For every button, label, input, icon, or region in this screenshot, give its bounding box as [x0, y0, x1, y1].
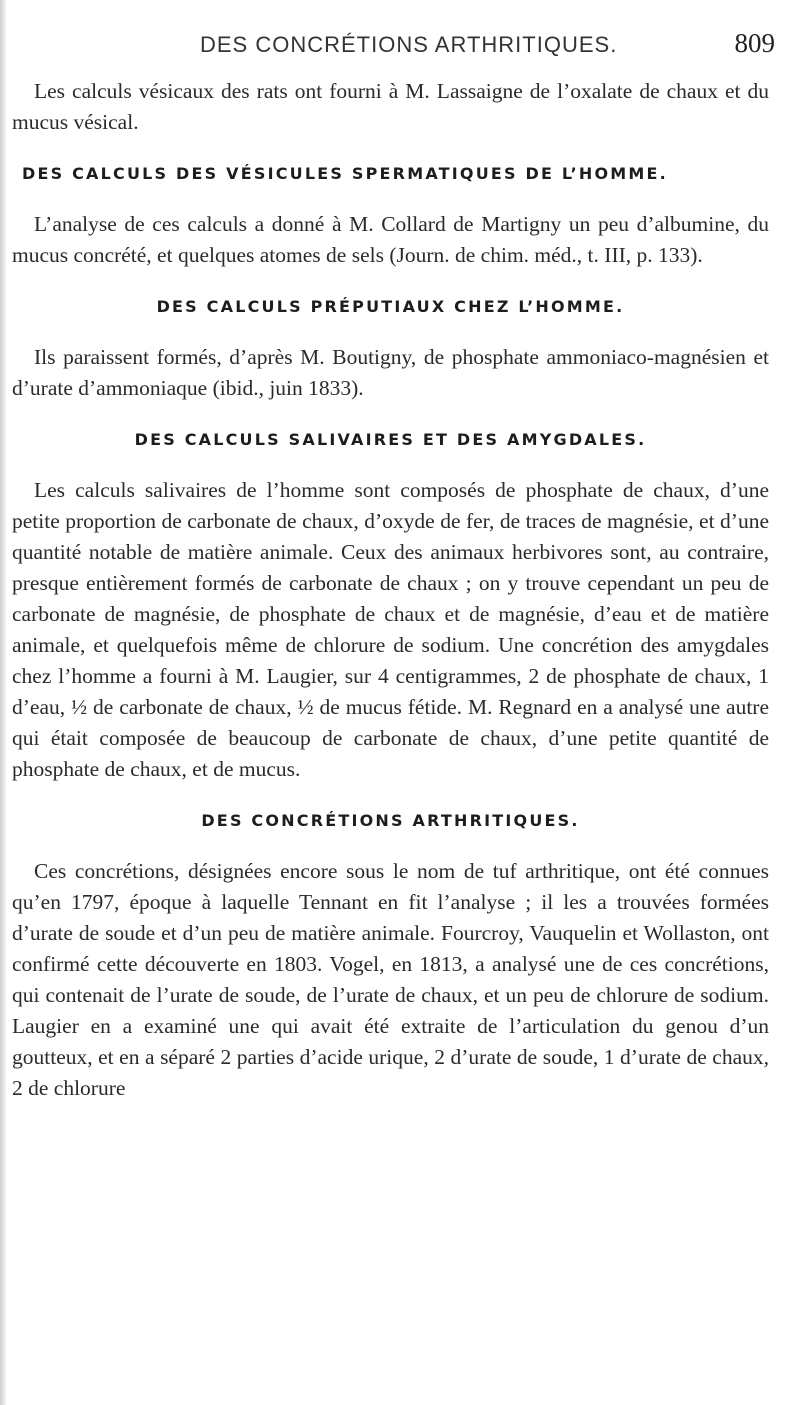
page-number: 809 [734, 28, 775, 58]
section-heading-salivary-calculi: DES CALCULS SALIVAIRES ET DES AMYGDALES. [134, 430, 647, 449]
running-title: DES CONCRÉTIONS ARTHRITIQUES. [200, 32, 618, 57]
paragraph-arthritic-concretions: Ces concrétions, désignées encore sous le nom de tuf arthritique, ont été connues qu’en 1797, époque à laquelle Tennant en fit l’analyse ; il les a trouvées formées d’urate de soude et d’un peu de matière animale. Fourcroy, Vauquelin et Wollaston, ont confirmé cette découverte en 1803. Vogel, en 1813, a analysé une de ces concrétions, qui contenait de l’urate de soude, de l’urate de chaux, et un peu de chlorure de sodium. Laugier en a examiné une qui avait été extraite de l’articulation du genou d’un goutteux, et en a séparé 2 parties d’acide urique, 2 d’urate de soude, 1 d’urate de chaux, 2 de chlorure [12, 859, 769, 1100]
paragraph-spermatic-vesicles: L’analyse de ces calculs a donné à M. Collard de Martigny un peu d’albumine, du mucus concrété, et quelques atomes de sels (Journ. de chim. méd., t. III, p. 133). [12, 212, 769, 267]
paragraph-salivary-calculi: Les calculs salivaires de l’homme sont composés de phosphate de chaux, d’une petite proportion de carbonate de chaux, d’oxyde de fer, de traces de magnésie, et d’une quantité notable de matière animale. Ceux des animaux herbivores sont, au contraire, presque entièrement formés de carbonate de chaux ; on y trouve cependant un peu de carbonate de magnésie, de phosphate de chaux et de magnésie, d’eau et de matière animale, et quelquefois même de chlorure de sodium. Une concrétion des amygdales chez l’homme a fourni à M. Laugier, sur 4 centigrammes, 2 de phosphate de chaux, 1 d’eau, ½ de carbonate de chaux, ½ de mucus fétide. M. Regnard en a analysé une autre qui était composée de beaucoup de carbonate de chaux, d’une petite quantité de phosphate de chaux, et de mucus. [12, 478, 769, 781]
section-heading-spermatic-vesicles: DES CALCULS DES VÉSICULES SPERMATIQUES DE L’HOMME. [22, 164, 668, 183]
section-heading-preputial-calculi: DES CALCULS PRÉPUTIAUX CHEZ L’HOMME. [156, 297, 625, 316]
page-gutter-edge [0, 0, 6, 1405]
section-heading-arthritic-concretions: DES CONCRÉTIONS ARTHRITIQUES. [201, 811, 580, 830]
page-header [0, 18, 801, 58]
body-text [12, 76, 769, 1104]
paragraph-preputial-calculi: Ils paraissent formés, d’après M. Boutigny, de phosphate ammoniaco-magnésien et d’urate d’ammoniaque (ibid., juin 1833). [12, 345, 769, 400]
paragraph-rats-calculi: Les calculs vésicaux des rats ont fourni à M. Lassaigne de l’oxalate de chaux et du mucus vésical. [12, 79, 769, 134]
